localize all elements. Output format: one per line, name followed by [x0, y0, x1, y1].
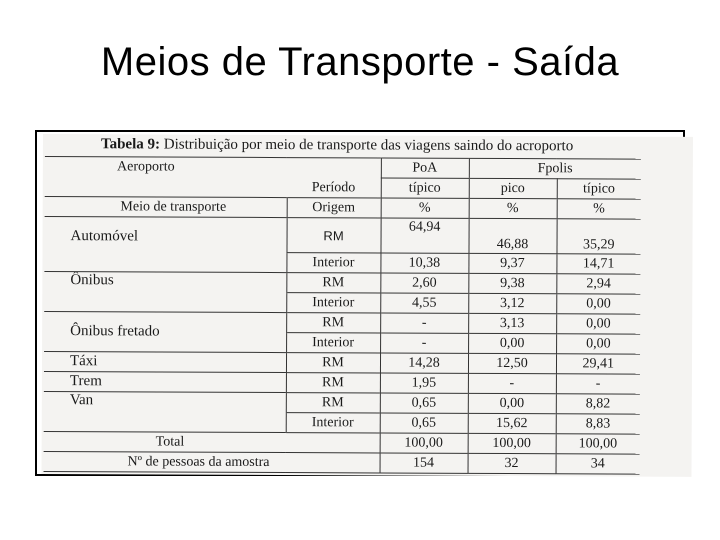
mode-onibus: Ônibus — [44, 272, 286, 313]
cell-origem: RM — [286, 393, 380, 413]
cell-origem: Interior — [286, 333, 380, 353]
cell-origem: RM — [286, 373, 380, 393]
total-label: Total — [155, 434, 185, 450]
cell-pico: 9,38 — [468, 273, 556, 293]
cell-poa: 4,55 — [380, 293, 468, 313]
cell-poa: 14,28 — [380, 353, 468, 373]
cell-tipico: 35,29 — [556, 219, 640, 254]
table-row — [44, 372, 640, 395]
cell-origem: RM — [286, 218, 380, 253]
header-aeroporto: Aeroporto — [117, 159, 175, 175]
table-caption-number: Tabela 9: — [100, 136, 161, 153]
header-pico-pct: % — [469, 198, 557, 218]
mode-van: Van — [69, 392, 94, 409]
mode-automovel: Automóvel — [70, 227, 139, 244]
cell-tipico: 0,00 — [556, 334, 640, 354]
table-row — [44, 272, 640, 295]
amostra-label: Nº de pessoas da amostra — [127, 454, 270, 470]
table-row — [44, 312, 640, 335]
mode-taxi: Táxi — [69, 353, 98, 370]
cell-tipico: 34 — [556, 454, 640, 474]
mode-onibus-fretado: Ônibus fretado — [44, 312, 286, 353]
cell-tipico: 14,71 — [556, 254, 640, 274]
cell-poa: 2,60 — [380, 273, 468, 293]
table-photo — [35, 130, 685, 476]
table-caption — [101, 136, 573, 155]
cell-poa: 0,65 — [380, 393, 468, 413]
cell-poa: 1,95 — [380, 373, 468, 393]
cell-tipico: 29,41 — [556, 354, 640, 374]
mode-trem: Trem — [69, 373, 102, 390]
table-row — [44, 392, 640, 415]
cell-pico: 100,00 — [468, 433, 556, 453]
cell-poa: - — [380, 333, 468, 353]
cell-pico: 0,00 — [468, 333, 556, 353]
cell-poa: 100,00 — [380, 433, 468, 453]
transport-table — [44, 156, 641, 475]
cell-poa: - — [380, 313, 468, 333]
cell-origem: Interior — [286, 293, 380, 313]
cell-tipico: 100,00 — [556, 434, 640, 454]
table-row — [44, 217, 640, 255]
cell-poa: 10,38 — [380, 253, 468, 273]
table-caption-text: Distribuição por meio de transporte das viagens saindo do acroporto — [159, 136, 574, 155]
header-periodo: Período — [311, 179, 356, 196]
cell-pico: 3,13 — [468, 313, 556, 333]
cell-tipico: 8,82 — [556, 394, 640, 414]
header-fpolis: Fpolis — [469, 158, 641, 179]
table-row-amostra — [44, 452, 640, 475]
cell-tipico: 0,00 — [556, 314, 640, 334]
cell-pico: - — [468, 373, 556, 393]
header-tipico-pct: % — [557, 199, 641, 219]
cell-poa: 64,94 — [380, 218, 468, 253]
cell-origem: RM — [286, 353, 380, 373]
cell-origem: Interior — [286, 413, 380, 433]
cell-tipico: 2,94 — [556, 274, 640, 294]
cell-pico: 32 — [468, 453, 556, 473]
cell-pico: 15,62 — [468, 413, 556, 433]
table-scan — [42, 134, 693, 477]
cell-poa: 154 — [380, 453, 468, 473]
header-poa: PoA — [381, 158, 469, 178]
header-fpolis-pico: pico — [469, 178, 557, 198]
cell-pico: 3,12 — [468, 293, 556, 313]
cell-tipico: 0,00 — [556, 294, 640, 314]
cell-pico: 12,50 — [468, 353, 556, 373]
header-fpolis-tipico: típico — [557, 179, 641, 199]
header-origem: Origem — [287, 198, 381, 218]
cell-pico: 9,37 — [468, 253, 556, 273]
cell-origem: RM — [286, 273, 380, 293]
cell-origem: Interior — [286, 253, 380, 273]
cell-origem: RM — [286, 313, 380, 333]
slide-title: Meios de Transporte - Saída — [100, 40, 620, 84]
header-meio: Meio de transporte — [120, 199, 227, 215]
header-poa-pct: % — [381, 198, 469, 218]
header-poa-tipico: típico — [381, 178, 469, 198]
table-row-total — [44, 432, 640, 455]
cell-poa: 0,65 — [380, 413, 468, 433]
cell-pico: 46,88 — [468, 218, 556, 253]
cell-tipico: - — [556, 374, 640, 394]
cell-tipico: 8,83 — [556, 414, 640, 434]
cell-pico: 0,00 — [468, 393, 556, 413]
table-row — [44, 352, 640, 375]
